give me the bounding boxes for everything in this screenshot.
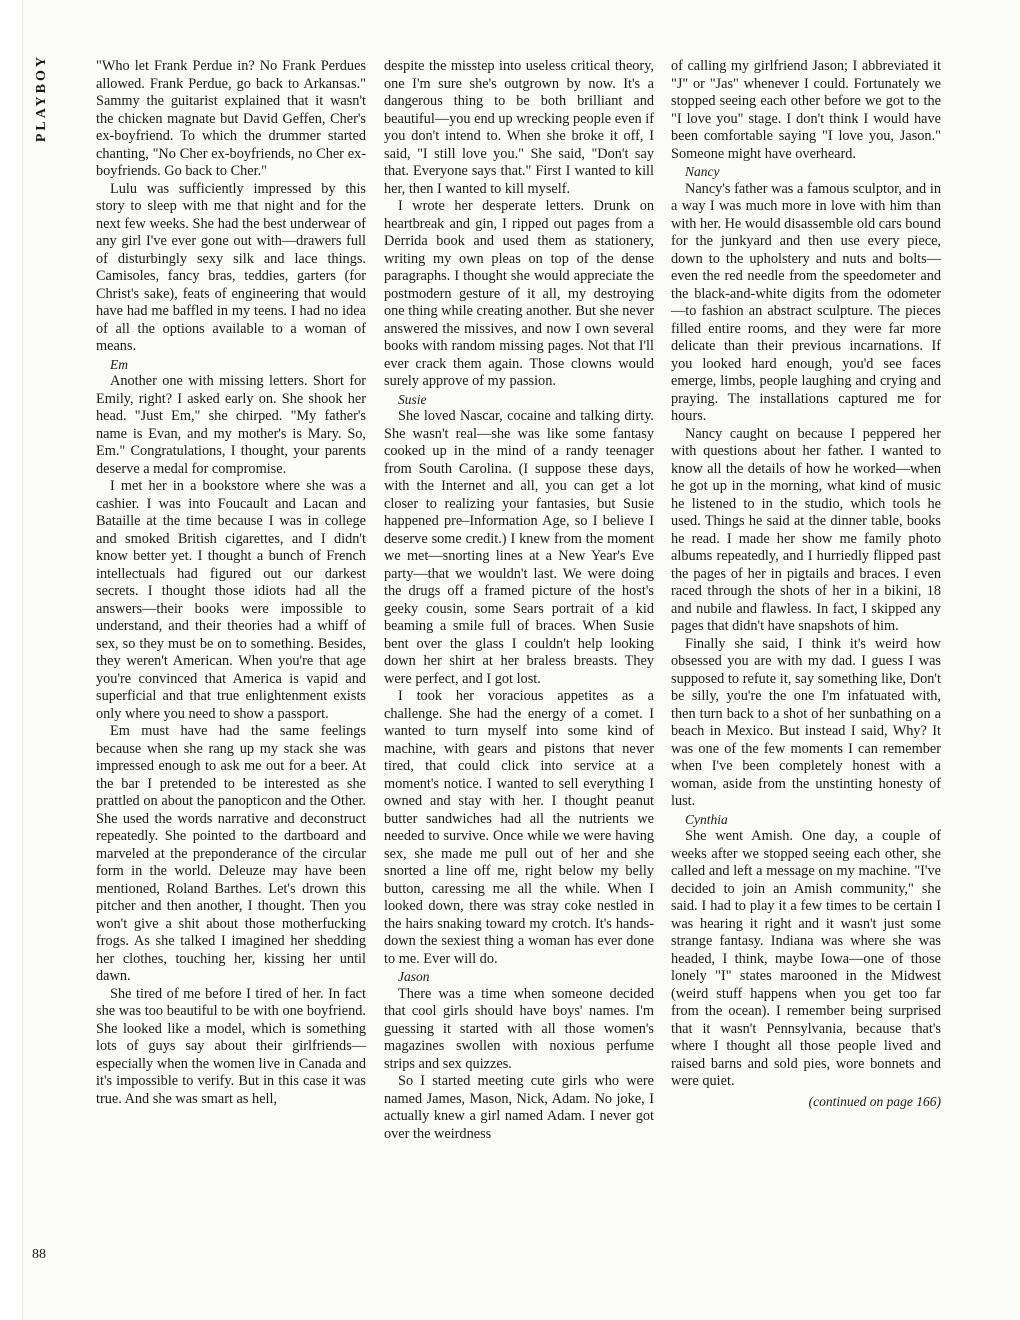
body-paragraph: Lulu was sufficiently impressed by this story to sleep with me that night and for the next few weeks. She had the best underwear of any girl I've ever gone out with—drawers full of disturbingly sexy silk and lace things. Camisoles, fancy bras, teddies, garters (for Christ's sake), feats of engineering that would have had me baffled in my teens. I had no idea of all the options available to a woman of means. xyxy=(96,180,366,354)
body-paragraph: There was a time when someone decided that cool girls should have boys' names. I'm guessing it started with all those women's magazines swollen with noxious perfume strips and sex quizzes. xyxy=(384,985,654,1072)
body-paragraph: Another one with missing letters. Short for Emily, right? I asked early on. She shook her head. "Just Em," she chirped. "My father's name is Evan, and my mother's is Mary. So, Em." Congratulations, I thought, your parents deserve a medal for compromise. xyxy=(96,373,366,477)
page-edge xyxy=(0,0,23,1320)
continued-note: (continued on page 166) xyxy=(808,1093,941,1109)
masthead: PLAYBOY xyxy=(34,54,49,143)
body-paragraph: Em must have had the same feelings because when she rang up my stack she was impressed enough to ask me out for a beer. At the bar I pretended to be interested as she prattled on about the panopticon and the Other. She used the words narrative and deconstruct repeatedly. She pointed to the dartboard and marveled at the preponderance of the circular form in the world. Deleuze may have been mentioned, Roland Barthes. Let's drown this pitcher and then another, I thought. Then you won't give a shit about those motherfucking frogs. As she talked I imagined her shedding her clothes, touching her, kissing her until dawn. xyxy=(96,723,366,984)
section-subhead: Jason xyxy=(398,969,430,984)
body-paragraph: despite the misstep into useless critical theory, one I'm sure she's outgrown by now. It's a dangerous thing to be both brilliant and beautiful—you end up wrecking people even if you don't intend to. When she broke it off, I said, "I still love you." She said, "Don't say that. Everyone says that." First I wanted to kill her, then I wanted to kill myself. xyxy=(384,58,654,197)
section-subhead: Nancy xyxy=(685,164,720,179)
body-paragraph: "Who let Frank Perdue in? No Frank Perdues allowed. Frank Perdue, go back to Arkansas." Sammy the guitarist explained that it wasn't the chicken magnate but David Geffen, Cher's ex-boyfriend. To which the drummer started chanting, "No Cher ex-boyfriends, no Cher ex-boyfriends. Go back to Cher." xyxy=(96,58,366,179)
body-paragraph: She tired of me before I tired of her. In fact she was too beautiful to be with one boyfriend. She looked like a model, which is something lots of guys say about their girlfriends—especially when the women live in Canada and it's impossible to verify. But in this case it was true. And she was smart as hell, xyxy=(96,985,366,1107)
section-subhead: Susie xyxy=(398,391,427,407)
body-paragraph: Nancy caught on because I peppered her with questions about her father. I wanted to know all the details of how he worked—when he got up in the morning, what kind of music he listened to in the studio, which tools he used. Things he said at the dinner table, books he read. I made her show me family photo albums repeatedly, and I hurriedly flipped past the pages of her in pigtails and braces. I even raced through the shots of her in a bikini, 18 and nubile and flawless. In fact, I skipped any pages that didn't have snapshots of him. xyxy=(671,425,941,634)
body-paragraph: I met her in a bookstore where she was a cashier. I was into Foucault and Lacan and Bataille at the time because I was in college and smoked British cigarettes, and I didn't know better yet. I thought a bunch of French intellectuals had figured out our darkest secrets. I thought those idiots had all the answers—their books were impossible to understand, and their theories had a whiff of sex, so they must be on to something. Besides, they weren't American. When you're that age you're convinced that America is vapid and superficial and that true enlightenment exists only where you need to show a passport. xyxy=(96,478,366,722)
section-subhead: Cynthia xyxy=(685,811,728,827)
page-number: 88 xyxy=(32,1247,46,1262)
body-paragraph: I wrote her desperate letters. Drunk on heartbreak and gin, I ripped out pages from a Derrida book and used them as stationery, writing my own pleas on top of the dense paragraphs. I thought she would appreciate the postmodern gesture of it all, my destroying one thing while creating another. But she never answered the missives, and now I own several books with random missing pages. Not that I'll ever crack them again. Those clowns would surely approve of my passion. xyxy=(384,198,654,389)
body-paragraph: I took her voracious appetites as a challenge. She had the energy of a comet. I wanted to turn myself into some kind of machine, with gears and pistons that never tired, that could click into service at a moment's notice. I wanted to sell everything I owned and stay with her. I thought peanut butter sandwiches had all the nutrients we needed to survive. Once while we were having sex, she made me pull out of her and she snorted a line off me, right below my belly button, caressing me all the while. When I looked down, there was stray coke nestled in the hairs snaking toward my crotch. It's hands-down the sexiest thing a woman has ever done to me. Ever will do. xyxy=(384,688,654,967)
body-paragraph: She loved Nascar, cocaine and talking dirty. She wasn't real—she was like some fantasy cooked up in the mind of a randy teenager from South Carolina. (I suppose these days, with the Internet and all, you can get a lot closer to realizing your fantasies, but Susie happened pre–Information Age, so I believe I deserve some credit.) I knew from the moment we met—snorting lines at a New Year's Eve party—that we wouldn't last. We were doing the drugs off a framed picture of the host's geeky cousin, some Sears portrait of a kid beaming a smile full of braces. When Susie bent over the glass I couldn't help looking down her shirt at her braless breasts. They were perfect, and I got lost. xyxy=(384,408,654,687)
text-column-3 xyxy=(671,58,941,1110)
section-subhead: Em xyxy=(110,356,128,372)
body-paragraph: So I started meeting cute girls who were named James, Mason, Nick, Adam. No joke, I actually knew a girl named Adam. I never got over the weirdness xyxy=(384,1073,654,1142)
body-paragraph: She went Amish. One day, a couple of weeks after we stopped seeing each other, she called and left a message on my machine. "I've decided to join an Amish community," she said. I had to play it a few times to be certain I was hearing it right and it wasn't just some strange fantasy. Indiana was where she was headed, I think, maybe Iowa—one of those lonely "I" states marooned in the Midwest (weird stuff happens when you get too far from the ocean). I remember being surprised that it wasn't Pennsylvania, because that's where I thought all those people lived and raised barns and sold pies, wore bonnets and were quiet. xyxy=(671,828,941,1089)
body-paragraph: of calling my girlfriend Jason; I abbreviated it "J" or "Jas" whenever I could. Fortunately we stopped seeing each other before we got to the "I love you" stage. I don't think I would have been comfortable saying "I love you, Jason." Someone might have overheard. xyxy=(671,58,941,162)
body-paragraph: Nancy's father was a famous sculptor, and in a way I was much more in love with him than with her. He would disassemble old cars bound for the junkyard and then use every piece, down to the upholstery and nuts and bolts—even the red needle from the speedometer and the black-and-white digits from the odometer—to fashion an abstract sculpture. The pieces filled entire rooms, and they were far more delicate than their previous incarnations. If you looked hard enough, you'd see faces emerge, limbs, people laughing and crying and praying. The installations captured me for hours. xyxy=(671,180,942,424)
body-paragraph: Finally she said, I think it's weird how obsessed you are with my dad. I guess I was supposed to refute it, say something like, Don't be silly, you're the one I'm infatuated with, then turn back to a shot of her sunbathing on a beach in Mexico. But instead I said, Why? It was one of the few moments I can remember when I've been completely honest with a woman, aside from the unstinting honesty of lust. xyxy=(671,635,941,809)
text-column-2 xyxy=(384,58,654,1143)
text-column-1 xyxy=(96,58,366,1108)
